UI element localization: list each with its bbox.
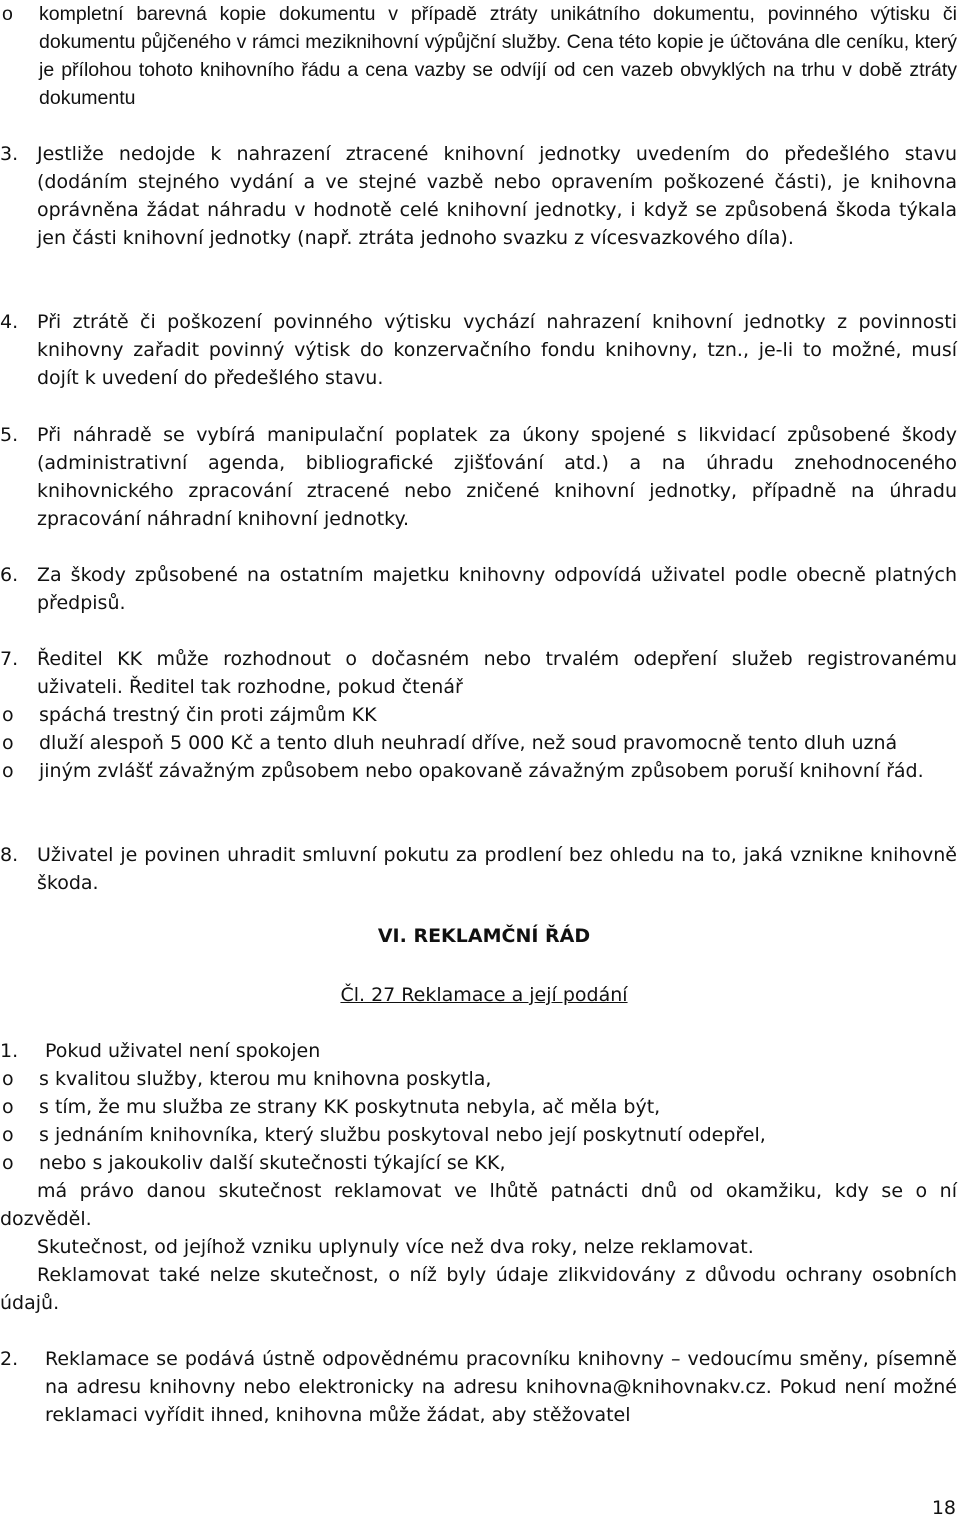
claim-paragraph: Skutečnost, od jejíhož vzniku uplynuly více než dva roky, nelze reklamovat. — [37, 1236, 754, 1258]
bullet-marker: o — [2, 732, 14, 754]
list-item-5 — [0, 421, 957, 533]
item-number: 2. — [0, 1348, 19, 1370]
bullet-marker: o — [2, 1124, 14, 1146]
bullet-marker: o — [2, 1152, 14, 1174]
top-bullet-item — [0, 0, 957, 112]
list-item-8 — [0, 841, 957, 897]
item-number: 3. — [0, 143, 19, 165]
list-item-3 — [0, 140, 957, 252]
claim-bullet-text: s kvalitou služby, kterou mu knihovna poskytla, — [39, 1068, 492, 1090]
bullet-marker: o — [2, 1096, 14, 1118]
list-item-7 — [0, 645, 957, 785]
claim-bullet — [0, 1121, 957, 1149]
item-number: 8. — [0, 844, 19, 866]
article-heading: Čl. 27 Reklamace a její podání — [340, 984, 628, 1006]
list-item-4 — [0, 308, 957, 392]
item-number: 7. — [0, 648, 19, 670]
list-item-6 — [0, 561, 957, 617]
claim-bullet-text: s jednáním knihovníka, který službu poskytoval nebo její poskytnutí odepřel, — [39, 1124, 766, 1146]
item-number: 1. — [0, 1040, 19, 1062]
claim-item-1 — [0, 1037, 957, 1317]
claim-bullet-text: s tím, že mu služba ze strany KK poskytnuta nebyla, ač měla být, — [39, 1096, 661, 1118]
sub-bullet — [0, 757, 957, 785]
item-text: Za škody způsobené na ostatním majetku knihovny odpovídá uživatel podle obecně platných předpisů. — [37, 564, 957, 614]
sub-bullet-text: spáchá trestný čin proti zájmům KK — [39, 704, 377, 726]
bullet-marker: o — [2, 1068, 14, 1090]
sub-bullet-text: jiným zvlášť závažným způsobem nebo opakovaně závažným způsobem poruší knihovní řád. — [39, 760, 924, 782]
claim-bullet — [0, 1065, 957, 1093]
item-number: 5. — [0, 424, 19, 446]
claim-lead: Pokud uživatel není spokojen — [45, 1040, 321, 1062]
sub-bullet — [0, 729, 957, 757]
sub-bullet — [0, 701, 957, 729]
section-heading: VI. REKLAMČNÍ ŘÁD — [377, 925, 591, 947]
bullet-marker: o — [2, 760, 14, 782]
claim-text: Reklamace se podává ústně odpovědnému pracovníku knihovny – vedoucímu směny, písemně na adresu knihovny nebo elektronicky na adresu knihovna@knihovnakv.cz. Pokud není možné reklamaci vyřídit ihned, knihovna může žádat, aby stěžovatel — [45, 1348, 957, 1426]
claim-bullet-text: nebo s jakoukoliv další skutečnosti týkající se KK, — [39, 1152, 506, 1174]
page-number: 18 — [931, 1497, 956, 1519]
sub-bullet-text: dluží alespoň 5 000 Kč a tento dluh neuhradí dříve, než soud pravomocně tento dluh uzná — [39, 732, 898, 754]
claim-paragraph: má právo danou skutečnost reklamovat ve lhůtě patnácti dnů od okamžiku, kdy se o ní dozvěděl. — [0, 1180, 957, 1230]
item-number: 4. — [0, 311, 19, 333]
bullet-marker: o — [2, 3, 13, 25]
item-text: Při ztrátě či poškození povinného výtisku vychází nahrazení knihovní jednotky z povinnosti knihovny zařadit povinný výtisk do konzervačního fondu knihovny, tzn., je-li to možné, musí dojít k uvedení do předešlého stavu. — [37, 311, 957, 389]
item-text: Uživatel je povinen uhradit smluvní pokutu za prodlení bez ohledu na to, jaká vznikne knihovně škoda. — [37, 844, 957, 894]
claim-bullet — [0, 1149, 957, 1177]
item-text: Jestliže nedojde k nahrazení ztracené knihovní jednotky uvedením do předešlého stavu (dodáním stejného vydání a ve stejné vazbě nebo opravením poškozené části), je knihovna oprávněna žádat náhradu v hodnotě celé knihovní jednotky, i když se způsobená škoda týkala jen části knihovní jednotky (např. ztráta jednoho svazku z vícesvazkového díla). — [37, 143, 957, 249]
item-text: Při náhradě se vybírá manipulační poplatek za úkony spojené s likvidací způsobené škody (administrativní agenda, bibliografické zjišťování atd.) a na úhradu znehodnoceného knihovnického zpracování ztracené nebo zničené knihovní jednotky, případně na úhradu zpracování náhradní knihovní jednotky. — [37, 424, 957, 530]
item-text: Ředitel KK může rozhodnout o dočasném nebo trvalém odepření služeb registrovanému uživateli. Ředitel tak rozhodne, pokud čtenář — [37, 648, 957, 698]
claim-item-2 — [0, 1345, 957, 1429]
claim-paragraph: Reklamovat také nelze skutečnost, o níž byly údaje zlikvidovány z důvodu ochrany osobních údajů. — [0, 1264, 957, 1314]
top-bullet-text: kompletní barevná kopie dokumentu v případě ztráty unikátního dokumentu, povinného výtisku či dokumentu půjčeného v rámci meziknihovní výpůjční služby. Cena této kopie je účtována dle ceníku, který je přílohou tohoto knihovního řádu a cena vazby se odvíjí od cen vazeb obvyklých na trhu v době ztráty dokumentu — [39, 3, 957, 109]
bullet-marker: o — [2, 704, 14, 726]
item-number: 6. — [0, 564, 19, 586]
claim-bullet — [0, 1093, 957, 1121]
